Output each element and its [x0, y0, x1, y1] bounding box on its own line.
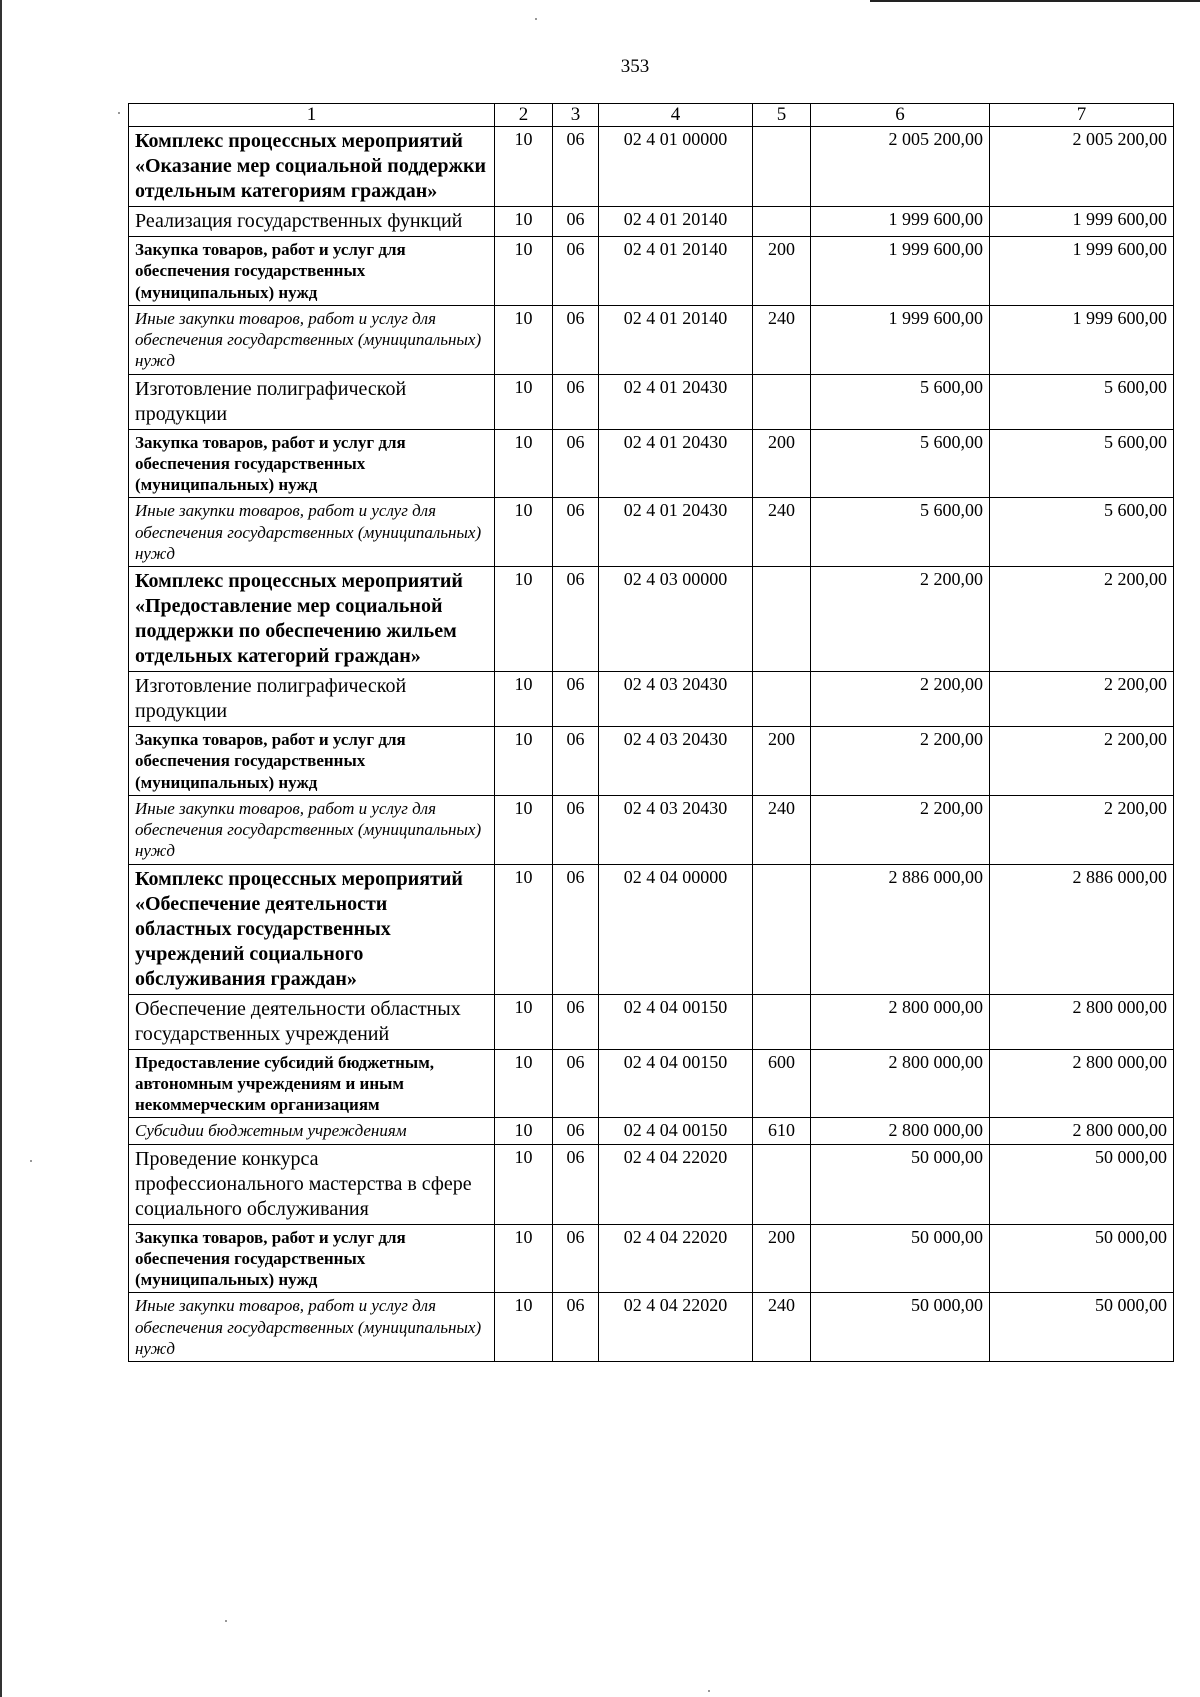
row-name: Обеспечение деятельности областных государственных учреждений	[129, 994, 495, 1049]
target-article-code: 02 4 01 00000	[599, 127, 753, 207]
section-code: 10	[495, 795, 553, 864]
row-name: Комплекс процессных мероприятий «Обеспечение деятельности областных государственных учреждений социального обслуживания граждан»	[129, 864, 495, 994]
amount-col7: 2 005 200,00	[990, 127, 1174, 207]
amount-col6: 2 200,00	[811, 567, 990, 672]
expense-type-code	[753, 127, 811, 207]
section-code: 10	[495, 498, 553, 567]
table-row	[129, 672, 1174, 727]
row-name: Комплекс процессных мероприятий «Оказание мер социальной поддержки отдельным категориям граждан»	[129, 127, 495, 207]
subsection-code: 06	[553, 727, 599, 796]
subsection-code: 06	[553, 1293, 599, 1362]
amount-col6: 1 999 600,00	[811, 305, 990, 374]
row-name: Изготовление полиграфической продукции	[129, 374, 495, 429]
table-row	[129, 1118, 1174, 1144]
amount-col7: 2 200,00	[990, 567, 1174, 672]
column-header: 1	[129, 104, 495, 127]
target-article-code: 02 4 04 22020	[599, 1224, 753, 1293]
section-code: 10	[495, 864, 553, 994]
table-row	[129, 127, 1174, 207]
target-article-code: 02 4 01 20140	[599, 207, 753, 237]
column-header: 3	[553, 104, 599, 127]
subsection-code: 06	[553, 795, 599, 864]
target-article-code: 02 4 04 22020	[599, 1144, 753, 1224]
page-number: 353	[620, 56, 650, 77]
subsection-code: 06	[553, 237, 599, 306]
subsection-code: 06	[553, 567, 599, 672]
table-row	[129, 207, 1174, 237]
amount-col6: 1 999 600,00	[811, 237, 990, 306]
amount-col6: 5 600,00	[811, 429, 990, 498]
section-code: 10	[495, 1049, 553, 1118]
scan-speck	[118, 112, 120, 114]
section-code: 10	[495, 127, 553, 207]
target-article-code: 02 4 01 20140	[599, 237, 753, 306]
amount-col6: 2 800 000,00	[811, 1118, 990, 1144]
column-header: 7	[990, 104, 1174, 127]
scan-speck	[225, 1620, 227, 1622]
amount-col6: 1 999 600,00	[811, 207, 990, 237]
target-article-code: 02 4 04 00150	[599, 994, 753, 1049]
table-row	[129, 305, 1174, 374]
target-article-code: 02 4 03 00000	[599, 567, 753, 672]
subsection-code: 06	[553, 672, 599, 727]
row-name: Реализация государственных функций	[129, 207, 495, 237]
row-name: Проведение конкурса профессионального мастерства в сфере социального обслуживания	[129, 1144, 495, 1224]
amount-col7: 2 886 000,00	[990, 864, 1174, 994]
amount-col7: 50 000,00	[990, 1144, 1174, 1224]
expense-type-code	[753, 864, 811, 994]
budget-table	[128, 103, 1174, 1362]
expense-type-code: 200	[753, 429, 811, 498]
subsection-code: 06	[553, 864, 599, 994]
scan-speck	[30, 1160, 32, 1162]
table-row	[129, 429, 1174, 498]
amount-col7: 2 200,00	[990, 795, 1174, 864]
amount-col6: 50 000,00	[811, 1293, 990, 1362]
expense-type-code	[753, 672, 811, 727]
amount-col7: 2 200,00	[990, 727, 1174, 796]
subsection-code: 06	[553, 207, 599, 237]
scan-speck	[535, 18, 537, 20]
section-code: 10	[495, 567, 553, 672]
amount-col6: 2 200,00	[811, 672, 990, 727]
column-header: 5	[753, 104, 811, 127]
amount-col7: 1 999 600,00	[990, 207, 1174, 237]
column-header: 6	[811, 104, 990, 127]
target-article-code: 02 4 03 20430	[599, 727, 753, 796]
table-row	[129, 795, 1174, 864]
subsection-code: 06	[553, 994, 599, 1049]
table-row	[129, 567, 1174, 672]
row-name: Иные закупки товаров, работ и услуг для обеспечения государственных (муниципальных) нужд	[129, 795, 495, 864]
table-row	[129, 1224, 1174, 1293]
expense-type-code	[753, 207, 811, 237]
amount-col6: 50 000,00	[811, 1224, 990, 1293]
amount-col7: 50 000,00	[990, 1224, 1174, 1293]
row-name: Закупка товаров, работ и услуг для обеспечения государственных (муниципальных) нужд	[129, 429, 495, 498]
table-row	[129, 1049, 1174, 1118]
expense-type-code	[753, 567, 811, 672]
table-row	[129, 237, 1174, 306]
table-row	[129, 864, 1174, 994]
scan-speck	[708, 1690, 710, 1692]
target-article-code: 02 4 04 00150	[599, 1118, 753, 1144]
section-code: 10	[495, 1293, 553, 1362]
expense-type-code: 200	[753, 237, 811, 306]
amount-col6: 5 600,00	[811, 374, 990, 429]
amount-col7: 2 800 000,00	[990, 994, 1174, 1049]
expense-type-code: 200	[753, 727, 811, 796]
section-code: 10	[495, 672, 553, 727]
target-article-code: 02 4 03 20430	[599, 672, 753, 727]
row-name: Предоставление субсидий бюджетным, автономным учреждениям и иным некоммерческим организациям	[129, 1049, 495, 1118]
amount-col6: 50 000,00	[811, 1144, 990, 1224]
amount-col7: 50 000,00	[990, 1293, 1174, 1362]
amount-col7: 1 999 600,00	[990, 305, 1174, 374]
row-name: Иные закупки товаров, работ и услуг для обеспечения государственных (муниципальных) нужд	[129, 1293, 495, 1362]
subsection-code: 06	[553, 1118, 599, 1144]
table-row	[129, 1293, 1174, 1362]
amount-col7: 2 200,00	[990, 672, 1174, 727]
section-code: 10	[495, 237, 553, 306]
subsection-code: 06	[553, 305, 599, 374]
row-name: Закупка товаров, работ и услуг для обеспечения государственных (муниципальных) нужд	[129, 727, 495, 796]
table-row	[129, 374, 1174, 429]
expense-type-code: 240	[753, 795, 811, 864]
row-name: Изготовление полиграфической продукции	[129, 672, 495, 727]
subsection-code: 06	[553, 498, 599, 567]
amount-col6: 2 200,00	[811, 727, 990, 796]
amount-col7: 5 600,00	[990, 429, 1174, 498]
section-code: 10	[495, 1118, 553, 1144]
section-code: 10	[495, 207, 553, 237]
subsection-code: 06	[553, 1144, 599, 1224]
section-code: 10	[495, 305, 553, 374]
amount-col6: 2 200,00	[811, 795, 990, 864]
amount-col6: 2 005 200,00	[811, 127, 990, 207]
amount-col6: 2 800 000,00	[811, 1049, 990, 1118]
column-header: 2	[495, 104, 553, 127]
section-code: 10	[495, 727, 553, 796]
table-row	[129, 498, 1174, 567]
expense-type-code: 610	[753, 1118, 811, 1144]
expense-type-code: 240	[753, 498, 811, 567]
subsection-code: 06	[553, 1224, 599, 1293]
amount-col7: 2 800 000,00	[990, 1118, 1174, 1144]
section-code: 10	[495, 994, 553, 1049]
scan-border-top	[870, 0, 1200, 2]
target-article-code: 02 4 01 20430	[599, 429, 753, 498]
target-article-code: 02 4 04 00150	[599, 1049, 753, 1118]
expense-type-code: 600	[753, 1049, 811, 1118]
row-name: Субсидии бюджетным учреждениям	[129, 1118, 495, 1144]
target-article-code: 02 4 01 20430	[599, 374, 753, 429]
subsection-code: 06	[553, 1049, 599, 1118]
row-name: Закупка товаров, работ и услуг для обеспечения государственных (муниципальных) нужд	[129, 237, 495, 306]
amount-col6: 2 886 000,00	[811, 864, 990, 994]
target-article-code: 02 4 04 00000	[599, 864, 753, 994]
target-article-code: 02 4 01 20140	[599, 305, 753, 374]
table-row	[129, 1144, 1174, 1224]
row-name: Иные закупки товаров, работ и услуг для обеспечения государственных (муниципальных) нужд	[129, 305, 495, 374]
column-header: 4	[599, 104, 753, 127]
row-name: Закупка товаров, работ и услуг для обеспечения государственных (муниципальных) нужд	[129, 1224, 495, 1293]
amount-col7: 5 600,00	[990, 374, 1174, 429]
amount-col7: 5 600,00	[990, 498, 1174, 567]
target-article-code: 02 4 03 20430	[599, 795, 753, 864]
subsection-code: 06	[553, 127, 599, 207]
section-code: 10	[495, 1144, 553, 1224]
amount-col7: 1 999 600,00	[990, 237, 1174, 306]
expense-type-code: 240	[753, 305, 811, 374]
row-name: Комплекс процессных мероприятий «Предоставление мер социальной поддержки по обеспечению жильем отдельных категорий граждан»	[129, 567, 495, 672]
target-article-code: 02 4 04 22020	[599, 1293, 753, 1362]
expense-type-code: 240	[753, 1293, 811, 1362]
header-row	[129, 104, 1174, 127]
amount-col6: 5 600,00	[811, 498, 990, 567]
scan-border-left	[0, 0, 2, 1697]
target-article-code: 02 4 01 20430	[599, 498, 753, 567]
expense-type-code	[753, 1144, 811, 1224]
table-row	[129, 727, 1174, 796]
expense-type-code	[753, 374, 811, 429]
section-code: 10	[495, 374, 553, 429]
row-name: Иные закупки товаров, работ и услуг для обеспечения государственных (муниципальных) нужд	[129, 498, 495, 567]
expense-type-code	[753, 994, 811, 1049]
section-code: 10	[495, 1224, 553, 1293]
table-row	[129, 994, 1174, 1049]
expense-type-code: 200	[753, 1224, 811, 1293]
section-code: 10	[495, 429, 553, 498]
amount-col6: 2 800 000,00	[811, 994, 990, 1049]
subsection-code: 06	[553, 429, 599, 498]
subsection-code: 06	[553, 374, 599, 429]
amount-col7: 2 800 000,00	[990, 1049, 1174, 1118]
